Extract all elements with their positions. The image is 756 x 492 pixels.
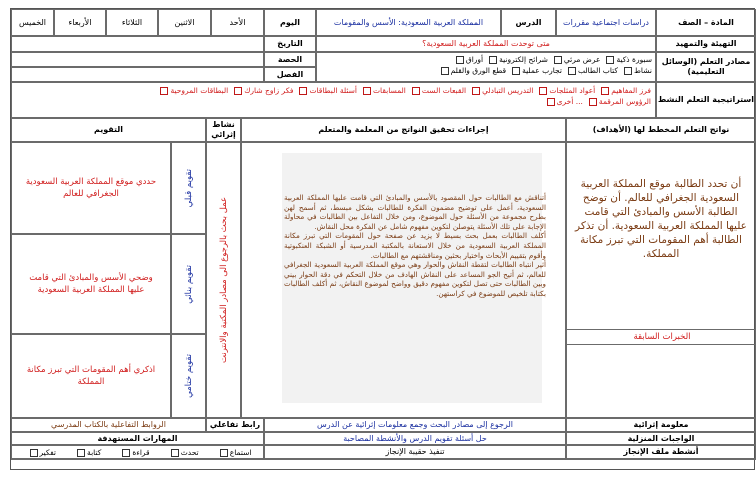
day-label: اليوم	[264, 9, 316, 36]
strategies-cell	[11, 82, 656, 118]
subject-value: دراسات اجتماعية مقررات	[556, 9, 656, 36]
outcomes-header: نواتج التعلم المخطط لها (الأهداف)	[566, 118, 756, 142]
checkbox-icon[interactable]	[220, 449, 228, 457]
checkbox-icon[interactable]	[234, 87, 242, 95]
strategy-option-label: فكر زاوج شارك	[244, 86, 294, 95]
procedure-step-3: أثير انتباه الطالبات لتقطة النقاش والحوار وهي موقع المملكة العربية السعودية الجغرافي للعالم، ثم أتيح الجو المساعد على النقاش الهادف من خلال التحكم في دقة الحوار بيني وبين الطالبات حتى تصل لتكوين مفهوم دقيق وواضح لموضوع النقاش، ثم أكلف الطالبات بكتابة تلخيص للموضوع في كراستهن.	[284, 260, 546, 298]
resource-option-label: كتاب الطالب	[577, 66, 618, 75]
procedures-cell	[241, 142, 566, 418]
resource-option-3[interactable]	[455, 54, 483, 65]
strategy-option-3[interactable]	[411, 85, 466, 96]
outcomes-text: أن تحدد الطالبة موقع المملكة العربية السعودية الجغرافي للعالم. أن توضح الطالبة الأسس والمبادئ التي قامت عليها المملكة العربية السعودية. أن تذكر الطالبة أهم المقومات التي تبرز مكانة المملكة.	[575, 178, 747, 260]
eval-formative-text: وضحي الأسس والمبادئ التي قامت عليها المملكة العربية السعودية	[11, 234, 171, 334]
eval-type-pre-label: تقويم قبلي	[183, 168, 194, 208]
skills-label: المهارات المستهدفة	[11, 432, 264, 445]
strategy-option-0[interactable]	[600, 85, 651, 96]
procedures-text	[284, 193, 546, 299]
resource-option-1[interactable]	[567, 65, 618, 76]
eval-pre-text: حددي موقع المملكة العربية السعودية الجغرافي للعالم	[11, 142, 171, 234]
procedure-step-1: أتناقش مع الطالبات حول المقصود بالأسس والمبادئ التي قامت عليها المملكة العربية السعودية، أعمل على توضيح مضمون الفكرة للطالبات بشكل مبسط، ثم أسمح لهن بطرح مجموعة من الأسئلة حول الموضوع، ومن خلال التفاعل بين الطالبات في محاولة الإجابة على تلك الأسئلة يتوصلن لتكوين مفهوم شامل عن الفكرة محل النقاش.	[284, 193, 546, 231]
day-sunday: الأحد	[211, 9, 264, 36]
resource-option-label: نشاط	[634, 66, 652, 75]
resources-row-1	[320, 54, 652, 65]
resource-option-2[interactable]	[511, 65, 562, 76]
checkbox-icon[interactable]	[554, 56, 562, 64]
checkbox-icon[interactable]	[568, 67, 576, 75]
strategy-option-5[interactable]	[298, 85, 357, 96]
interactive-text[interactable]: الروابط التفاعلية بالكتاب المدرسي	[11, 418, 206, 432]
strategy-option-label: الرؤوس المرقمة	[598, 97, 651, 106]
strategy-option-2[interactable]	[471, 85, 533, 96]
checkbox-icon[interactable]	[77, 449, 85, 457]
checkbox-icon[interactable]	[363, 87, 371, 95]
checkbox-icon[interactable]	[472, 87, 480, 95]
checkbox-icon[interactable]	[30, 449, 38, 457]
checkbox-icon[interactable]	[589, 98, 597, 106]
date-label: التاريخ	[264, 36, 316, 52]
activity-header: نشاط إثرائي	[206, 118, 241, 142]
resource-option-label: أوراق	[465, 55, 484, 64]
strategy-option-1[interactable]	[546, 96, 583, 107]
skill-option-1[interactable]	[170, 447, 199, 458]
lesson-plan-table	[10, 8, 755, 470]
day-tuesday: الثلاثاء	[106, 9, 158, 36]
strategy-option-label: أخرى ...	[556, 97, 583, 106]
checkbox-icon[interactable]	[489, 56, 497, 64]
period-label: الحصة	[264, 52, 316, 67]
enrichment-label: معلومة إثرائية	[566, 418, 756, 432]
skill-option-label: استماع	[229, 447, 252, 457]
eval-type-formative-label: تقويم بنائي	[183, 264, 194, 304]
evaluation-header: التقويم	[11, 118, 206, 142]
eval-type-pre	[171, 142, 206, 234]
checkbox-icon[interactable]	[456, 56, 464, 64]
portfolio-label: أنشطة ملف الإنجاز	[566, 445, 756, 459]
skill-option-label: تفكير	[39, 447, 56, 457]
day-thursday: الخميس	[11, 9, 54, 36]
eval-type-summative	[171, 334, 206, 418]
checkbox-icon[interactable]	[512, 67, 520, 75]
enrichment-text: الرجوع إلى مصادر البحث وجمع معلومات إثرائية عن الدرس	[264, 418, 566, 432]
strategy-option-label: البطاقات المروحية	[170, 86, 229, 95]
strategy-option-label: أسئلة البطاقات	[309, 86, 357, 95]
activity-cell	[206, 142, 241, 418]
resources-cell	[316, 52, 656, 82]
resource-option-3[interactable]	[440, 65, 506, 76]
resource-option-label: عرض مرئي	[563, 55, 601, 64]
resource-option-0[interactable]	[623, 65, 652, 76]
outcomes-cell	[566, 142, 756, 418]
checkbox-icon[interactable]	[624, 67, 632, 75]
checkbox-icon[interactable]	[601, 87, 609, 95]
procedures-header: إجراءات تحقيق النواتج من المعلمة والمتعلم	[241, 118, 566, 142]
intro-question: متى توحدت المملكة العربية السعودية؟	[316, 36, 656, 52]
strategies-row-2	[16, 96, 651, 107]
intro-label: التهيئة والتمهيد	[656, 36, 756, 52]
resource-option-label: قطع الورق والقلم	[450, 66, 507, 75]
skills-row	[16, 446, 259, 458]
resources-label: مصادر التعلم (الوسائل التعليمية)	[656, 52, 756, 82]
resource-option-label: تجارب عملية	[522, 66, 562, 75]
strategy-option-label: القبعات الست	[421, 86, 467, 95]
skill-option-0[interactable]	[219, 447, 252, 458]
strategy-option-7[interactable]	[159, 85, 228, 96]
prior-experience-label: الخبرات السابقة	[567, 329, 756, 345]
strategy-option-4[interactable]	[362, 85, 406, 96]
strategy-option-label: أعواد المثلجات	[549, 86, 596, 95]
checkbox-icon[interactable]	[539, 87, 547, 95]
class-value[interactable]	[11, 67, 264, 82]
strategy-option-label: المسابقات	[372, 86, 406, 95]
date-value[interactable]	[11, 36, 264, 52]
strategies-row-1	[16, 85, 651, 96]
checkbox-icon[interactable]	[547, 98, 555, 106]
lesson-label: الدرس	[501, 9, 556, 36]
strategy-option-1[interactable]	[538, 85, 595, 96]
skill-option-label: تحدث	[180, 447, 199, 457]
checkbox-icon[interactable]	[606, 56, 614, 64]
checkbox-icon[interactable]	[299, 87, 307, 95]
eval-type-formative	[171, 234, 206, 334]
checkbox-icon[interactable]	[171, 449, 179, 457]
strategy-option-6[interactable]	[233, 85, 293, 96]
eval-summative-text: اذكري أهم المقومات التي تبرز مكانة المملكة	[11, 334, 171, 418]
checkbox-icon[interactable]	[412, 87, 420, 95]
resource-option-2[interactable]	[488, 54, 548, 65]
resource-option-label: شرائح إلكترونية	[499, 55, 548, 64]
checkbox-icon[interactable]	[441, 67, 449, 75]
class-label: الفصل	[264, 67, 316, 82]
day-wednesday: الأربعاء	[54, 9, 106, 36]
period-value[interactable]	[11, 52, 264, 67]
resource-option-label: سبورة ذكية	[616, 55, 652, 64]
eval-type-summative-label: تقويم ختامي	[183, 354, 194, 398]
strategy-option-label: التدريس التبادلي	[482, 86, 534, 95]
strategy-option-label: فرز المفاهيم	[611, 86, 651, 95]
day-monday: الاثنين	[158, 9, 211, 36]
bottom-spacer	[11, 459, 756, 471]
homework-label: الواجبات المنزلية	[566, 432, 756, 445]
skill-option-2[interactable]	[121, 447, 149, 458]
lesson-title: المملكة العربية السعودية: الأسس والمقومات	[316, 9, 501, 36]
subject-grade-label: المادة – الصف	[656, 9, 756, 36]
resources-row-2	[320, 65, 652, 76]
resource-option-1[interactable]	[553, 54, 601, 65]
homework-text: حل أسئلة تقويم الدرس والأنشطة المصاحبة	[264, 432, 566, 445]
strategy-option-0[interactable]	[588, 96, 651, 107]
skills-cell	[11, 445, 264, 459]
interactive-label: رابط تفاعلي	[206, 418, 264, 432]
skill-option-label: قراءة	[132, 447, 150, 457]
checkbox-icon[interactable]	[122, 449, 130, 457]
resource-option-0[interactable]	[605, 54, 652, 65]
activity-text: عمل بحث بالرجوع الى مصادر المكتبة والانترنت	[218, 196, 229, 364]
skill-option-label: كتابة	[87, 447, 102, 457]
checkbox-icon[interactable]	[160, 87, 168, 95]
skill-option-3[interactable]	[76, 447, 101, 458]
portfolio-text: تنفيذ حقيبة الإنجاز	[264, 445, 566, 459]
strategies-label: استراتيجية التعلم النشط	[656, 82, 756, 118]
procedure-step-2: أكلف الطالبات بعمل بحث بسيط لا يزيد عن صفحة حول المقومات التي تبرز مكانة المملكة العربية السعودية من خلال الاستعانة بالمكتبة المدرسية أو الشبكة العنكبوتية وأقوم بتقييم الأبحاث واختيار بحثين ومناقشتهم مع الطالبات.	[284, 231, 546, 260]
skill-option-4[interactable]	[29, 447, 56, 458]
